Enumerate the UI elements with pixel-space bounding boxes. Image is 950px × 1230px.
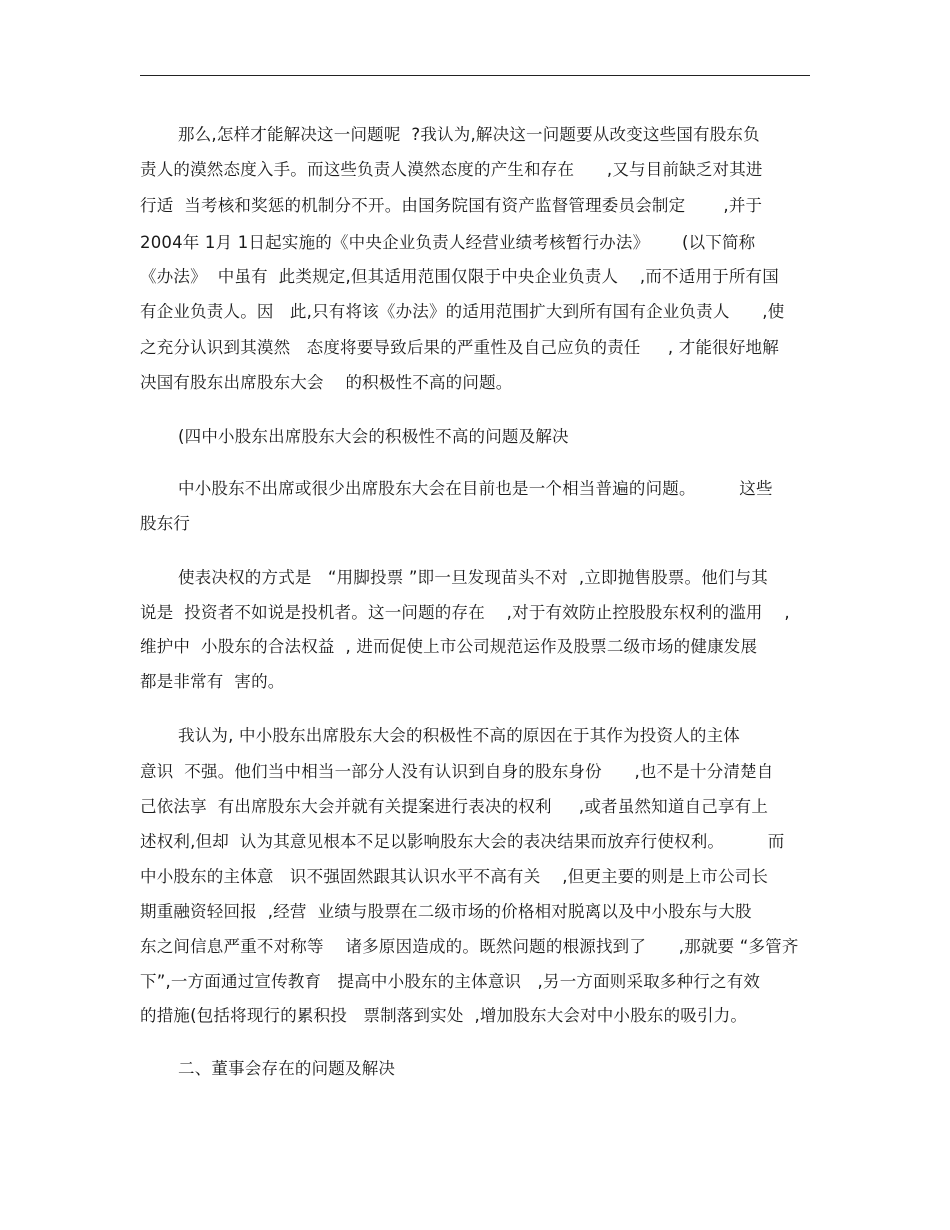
paragraph-line: 责人的漠然态度入手。而这些负责人漠然态度的产生和存在 ,又与目前缺乏对其进 <box>140 160 763 179</box>
paragraph-line: 期重融资轻回报 ,经营 业绩与股票在二级市场的价格相对脱离以及中小股东与大股 <box>140 902 752 921</box>
paragraph-line: 中小股东的主体意 识不强固然跟其认识水平不高有关 ,但更主要的则是上市公司长 <box>140 867 769 886</box>
paragraph-line: 述权利,但却 认为其意见根本不足以影响股东大会的表决结果而放弃行使权利。 而 <box>140 832 785 851</box>
paragraph-line: 《办法》 中虽有 此类规定,但其适用范围仅限于中央企业负责人 ,而不适用于所有国 <box>140 267 779 286</box>
paragraph-line: 的措施(包括将现行的累积投 票制落到实处 ,增加股东大会对中小股东的吸引力。 <box>140 1006 748 1025</box>
paragraph-line: 东之间信息严重不对称等 诸多原因造成的。既然问题的根源找到了 ,那就要 “多管齐 <box>140 937 799 956</box>
paragraph-line: 行适 当考核和奖惩的机制分不开。由国务院国有资产监督管理委员会制定 ,并于 <box>140 196 763 215</box>
paragraph-line: 决国有股东出席股东大会 的积极性不高的问题。 <box>140 373 513 392</box>
paragraph-line: 之充分认识到其漠然 态度将要导致后果的严重性及自己应负的责任 , 才能很好地解 <box>140 338 779 357</box>
paragraph-line: 有企业负责人。因 此,只有将该《办法》的适用范围扩大到所有国有企业负责人 ,使 <box>140 302 785 321</box>
section-heading-board: 二、董事会存在的问题及解决 <box>178 1059 396 1078</box>
header-rule <box>140 75 810 76</box>
paragraph-line: 2004年 1月 1日起实施的《中央企业负责人经营业绩考核暂行办法》 (以下简称 <box>140 233 756 252</box>
paragraph-line: 说是 投资者不如说是投机者。这一问题的存在 ,对于有效防止控股股东权利的滥用 , <box>140 603 790 622</box>
paragraph-line: 使表决权的方式是 “用脚投票 ”即一旦发现苗头不对 ,立即抛售股票。他们与其 <box>178 568 769 587</box>
paragraph-line: 那么,怎样才能解决这一问题呢 ?我认为,解决这一问题要从改变这些国有股东负 <box>178 125 760 144</box>
section-heading: (四中小股东出席股东大会的积极性不高的问题及解决 <box>178 427 569 446</box>
paragraph-line: 下”,一方面通过宣传教育 提高中小股东的主体意识 ,另一方面则采取多种行之有效 <box>140 972 761 991</box>
paragraph-line: 我认为, 中小股东出席股东大会的积极性不高的原因在于其作为投资人的主体 <box>178 726 740 745</box>
paragraph-line: 维护中 小股东的合法权益 , 进而促使上市公司规范运作及股票二级市场的健康发展 <box>140 637 758 656</box>
paragraph-line: 意识 不强。他们当中相当一部分人没有认识到自身的股东身份 ,也不是十分清楚自 <box>140 762 774 781</box>
paragraph-line: 股东行 <box>140 514 191 533</box>
paragraph-line: 己依法享 有出席股东大会并就有关提案进行表决的权利 ,或者虽然知道自己享有上 <box>140 797 769 816</box>
paragraph-line: 中小股东不出席或很少出席股东大会在目前也是一个相当普遍的问题。 这些 <box>178 479 773 498</box>
paragraph-line: 都是非常有 害的。 <box>140 672 285 691</box>
